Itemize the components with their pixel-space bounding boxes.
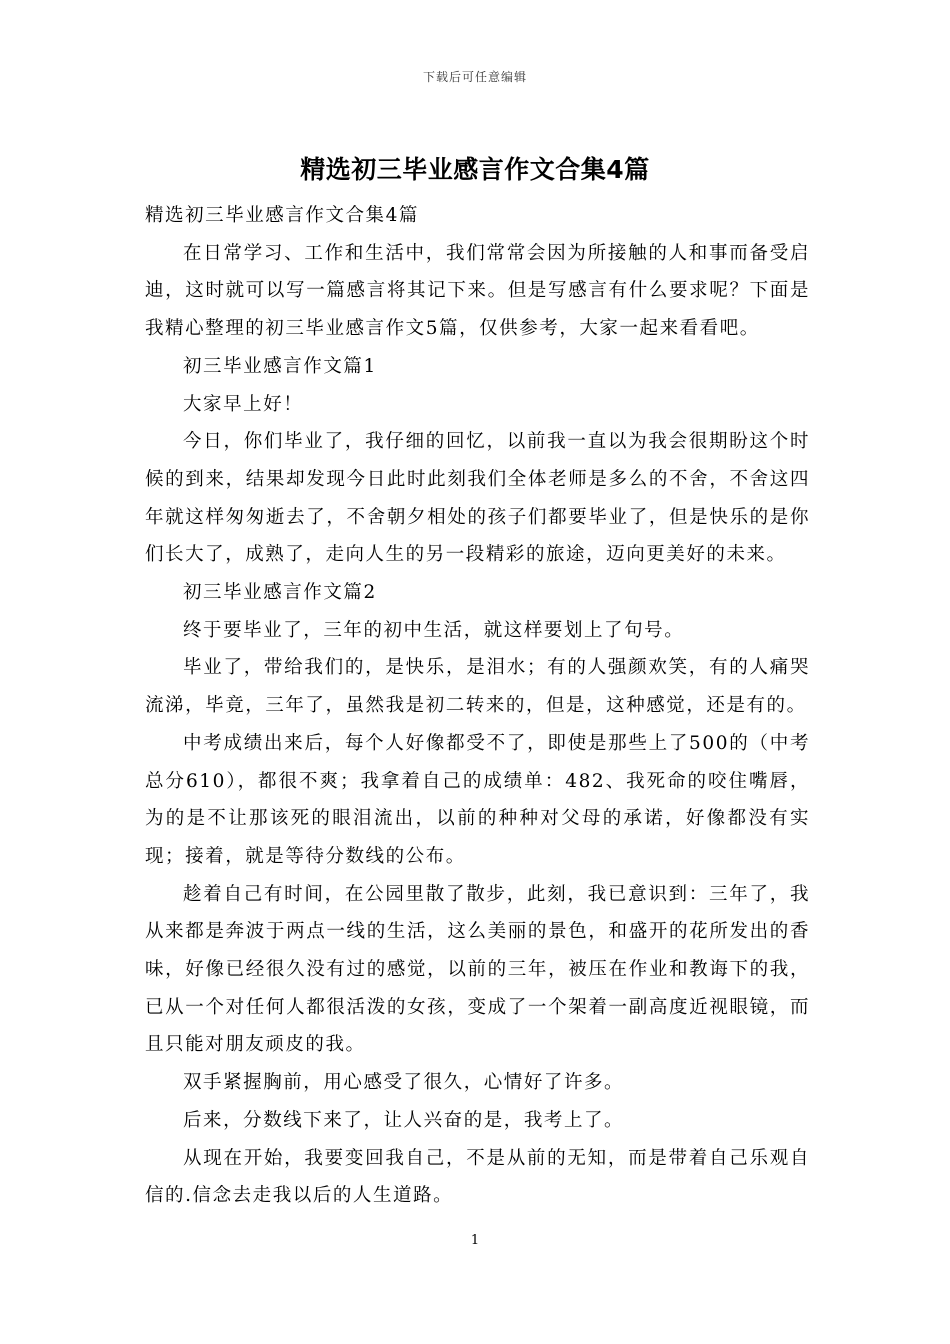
paragraph: 中考成绩出来后，每个人好像都受不了，即使是那些上了500的（中考总分610），都很不爽；我拿着自己的成绩单：482、我死命的咬住嘴唇，为的是不让那该死的眼泪流出，以前的种种对父母的承诺，好像都没有实现；接着，就是等待分数线的公布。 [145, 732, 810, 867]
paragraph: 精选初三毕业感言作文合集4篇 [145, 205, 419, 226]
paragraph: 初三毕业感言作文篇2 [183, 582, 377, 604]
paragraph: 双手紧握胸前，用心感受了很久，心情好了许多。 [183, 1072, 625, 1094]
paragraph: 毕业了，带给我们的，是快乐，是泪水；有的人强颜欢笑，有的人痛哭流涕，毕竟，三年了，虽然我是初二转来的，但是，这种感觉，还是有的。 [145, 657, 810, 717]
document-title: 精选初三毕业感言作文合集4篇 [300, 155, 650, 184]
paragraph: 后来，分数线下来了，让人兴奋的是，我考上了。 [183, 1109, 625, 1131]
paragraph: 从现在开始，我要变回我自己，不是从前的无知，而是带着自己乐观自信的.信念去走我以后的人生道路。 [145, 1147, 810, 1207]
paragraph: 大家早上好！ [183, 393, 304, 415]
page-number: 1 [470, 1233, 480, 1248]
paragraph: 今日，你们毕业了，我仔细的回忆，以前我一直以为我会很期盼这个时候的到来，结果却发现今日此时此刻我们全体老师是多么的不舍，不舍这四年就这样匆匆逝去了，不舍朝夕相处的孩子们都要毕业了，但是快乐的是你们长大了，成熟了，走向人生的另一段精彩的旅途，迈向更美好的未来。 [145, 431, 810, 566]
paragraph: 终于要毕业了，三年的初中生活，就这样要划上了句号。 [183, 619, 685, 641]
paragraph: 在日常学习、工作和生活中，我们常常会因为所接触的人和事而备受启迪，这时就可以写一篇感言将其记下来。但是写感言有什么要求呢？下面是我精心整理的初三毕业感言作文5篇，仅供参考，大家一起来看看吧。 [145, 242, 810, 340]
paragraph: 趁着自己有时间，在公园里散了散步，此刻，我已意识到：三年了，我从来都是奔波于两点一线的生活，这么美丽的景色，和盛开的花所发出的香味，好像已经很久没有过的感觉，以前的三年，被压在作业和教诲下的我，已从一个对任何人都很活泼的女孩，变成了一个架着一副高度近视眼镜，而且只能对朋友顽皮的我。 [145, 883, 810, 1056]
paragraph: 初三毕业感言作文篇1 [183, 355, 377, 377]
header-note: 下载后可任意编辑 [422, 70, 527, 84]
body-text [145, 197, 810, 1215]
